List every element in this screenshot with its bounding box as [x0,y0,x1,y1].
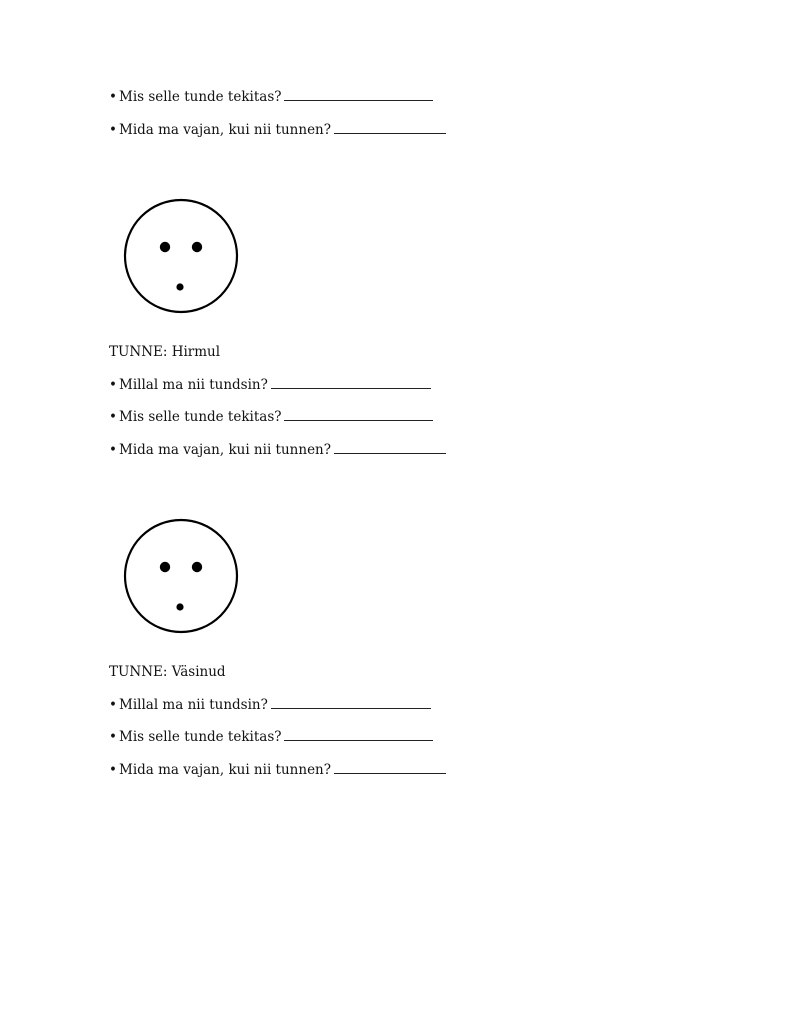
question-line [109,728,433,746]
bullet: • [109,377,117,393]
bullet: • [109,89,117,105]
question-line [109,696,431,714]
question-text: Mida ma vajan, kui nii tunnen? [119,122,331,138]
answer-blank[interactable] [334,441,446,454]
question-line [109,376,431,394]
right-eye [192,562,202,572]
question-line [109,121,446,139]
question-line [109,761,446,779]
question-line [109,88,433,106]
question-line [109,441,446,459]
left-eye [160,562,170,572]
feeling-label: TUNNE: Väsinud [109,664,226,680]
question-text: Mida ma vajan, kui nii tunnen? [119,442,331,458]
face-drawing [123,198,239,314]
left-eye [160,242,170,252]
question-line [109,408,433,426]
answer-blank[interactable] [284,408,433,421]
right-eye [192,242,202,252]
question-text: Millal ma nii tundsin? [119,377,268,393]
face-outline [125,520,237,632]
question-text: Mis selle tunde tekitas? [119,409,282,425]
feeling-label: TUNNE: Hirmul [109,344,221,360]
bullet: • [109,729,117,745]
question-text: Mida ma vajan, kui nii tunnen? [119,762,331,778]
answer-blank[interactable] [334,121,446,134]
question-text: Millal ma nii tundsin? [119,697,268,713]
answer-blank[interactable] [271,696,431,709]
bullet: • [109,409,117,425]
answer-blank[interactable] [334,761,446,774]
answer-blank[interactable] [284,88,433,101]
bullet: • [109,697,117,713]
mouth-dot [176,603,183,610]
answer-blank[interactable] [284,728,433,741]
face-outline [125,200,237,312]
answer-blank[interactable] [271,376,431,389]
face-drawing [123,518,239,634]
mouth-dot [176,283,183,290]
bullet: • [109,122,117,138]
bullet: • [109,762,117,778]
question-text: Mis selle tunde tekitas? [119,729,282,745]
bullet: • [109,442,117,458]
question-text: Mis selle tunde tekitas? [119,89,282,105]
